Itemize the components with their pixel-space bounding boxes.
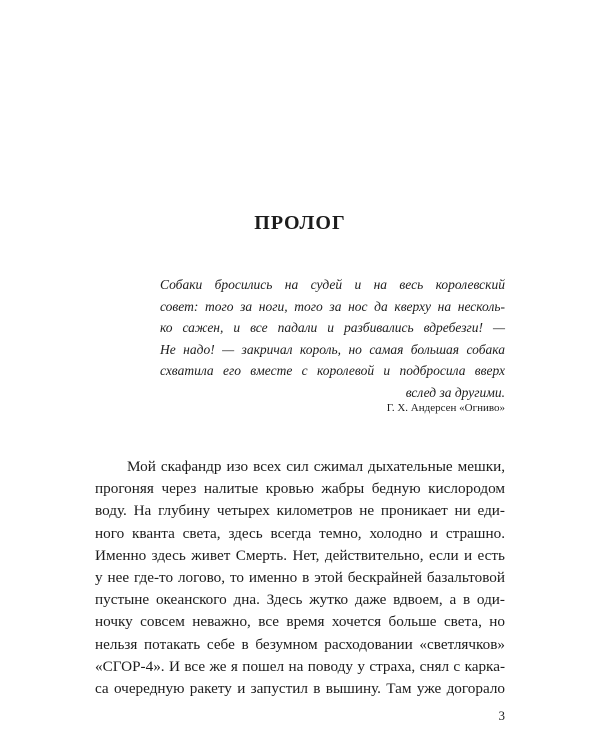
epigraph <box>160 274 505 403</box>
body-line: у нее где-то логово, то именно в этой бескрайней базальтовой <box>95 569 505 587</box>
body-line: «СГОР-4». И все же я пошел на поводу у страха, снял с карка- <box>95 657 505 675</box>
body-line: ного кванта света, здесь всегда темно, холодно и страшно. <box>95 524 505 542</box>
epigraph-line: совет: того за ноги, того за нос да кверху на несколь- <box>160 298 505 314</box>
epigraph-line: Собаки бросились на судей и на весь королевский <box>160 277 505 292</box>
epigraph-line: вслед за другими. <box>405 384 505 400</box>
body-line: са очередную ракету и запустил в вышину. Там уже догорало <box>95 680 505 698</box>
body-line: прогоняя через налитые кровью жабры бедную кислородом <box>95 480 505 498</box>
epigraph-line: ко сажен, и все падали и разбивались вдребезги! — <box>160 320 505 335</box>
epigraph-line: схватила его вместе с королевой и подбросила вверх <box>160 363 505 378</box>
epigraph-line: Не надо! — закричал король, но самая большая собака <box>160 341 505 357</box>
body-line: ночку совсем неважно, все время хочется больше света, но <box>95 613 505 631</box>
body-line: воду. На глубину четырех километров не проникает ни еди- <box>95 502 505 520</box>
body-line: Именно здесь живет Смерть. Нет, действительно, если и есть <box>95 546 505 564</box>
body-paragraph <box>95 456 505 700</box>
body-line: Мой скафандр изо всех сил сжимал дыхательные мешки, <box>127 458 505 475</box>
chapter-title: ПРОЛОГ <box>254 212 346 234</box>
body-line: пустыне океанского дна. Здесь жутко даже вдвоем, а в оди- <box>95 591 505 609</box>
page-number: 3 <box>498 708 505 723</box>
body-line: нельзя потакать себе в безумном расходовании «светлячков» <box>95 635 505 653</box>
epigraph-attribution: Г. Х. Андерсен «Огниво» <box>386 402 505 414</box>
